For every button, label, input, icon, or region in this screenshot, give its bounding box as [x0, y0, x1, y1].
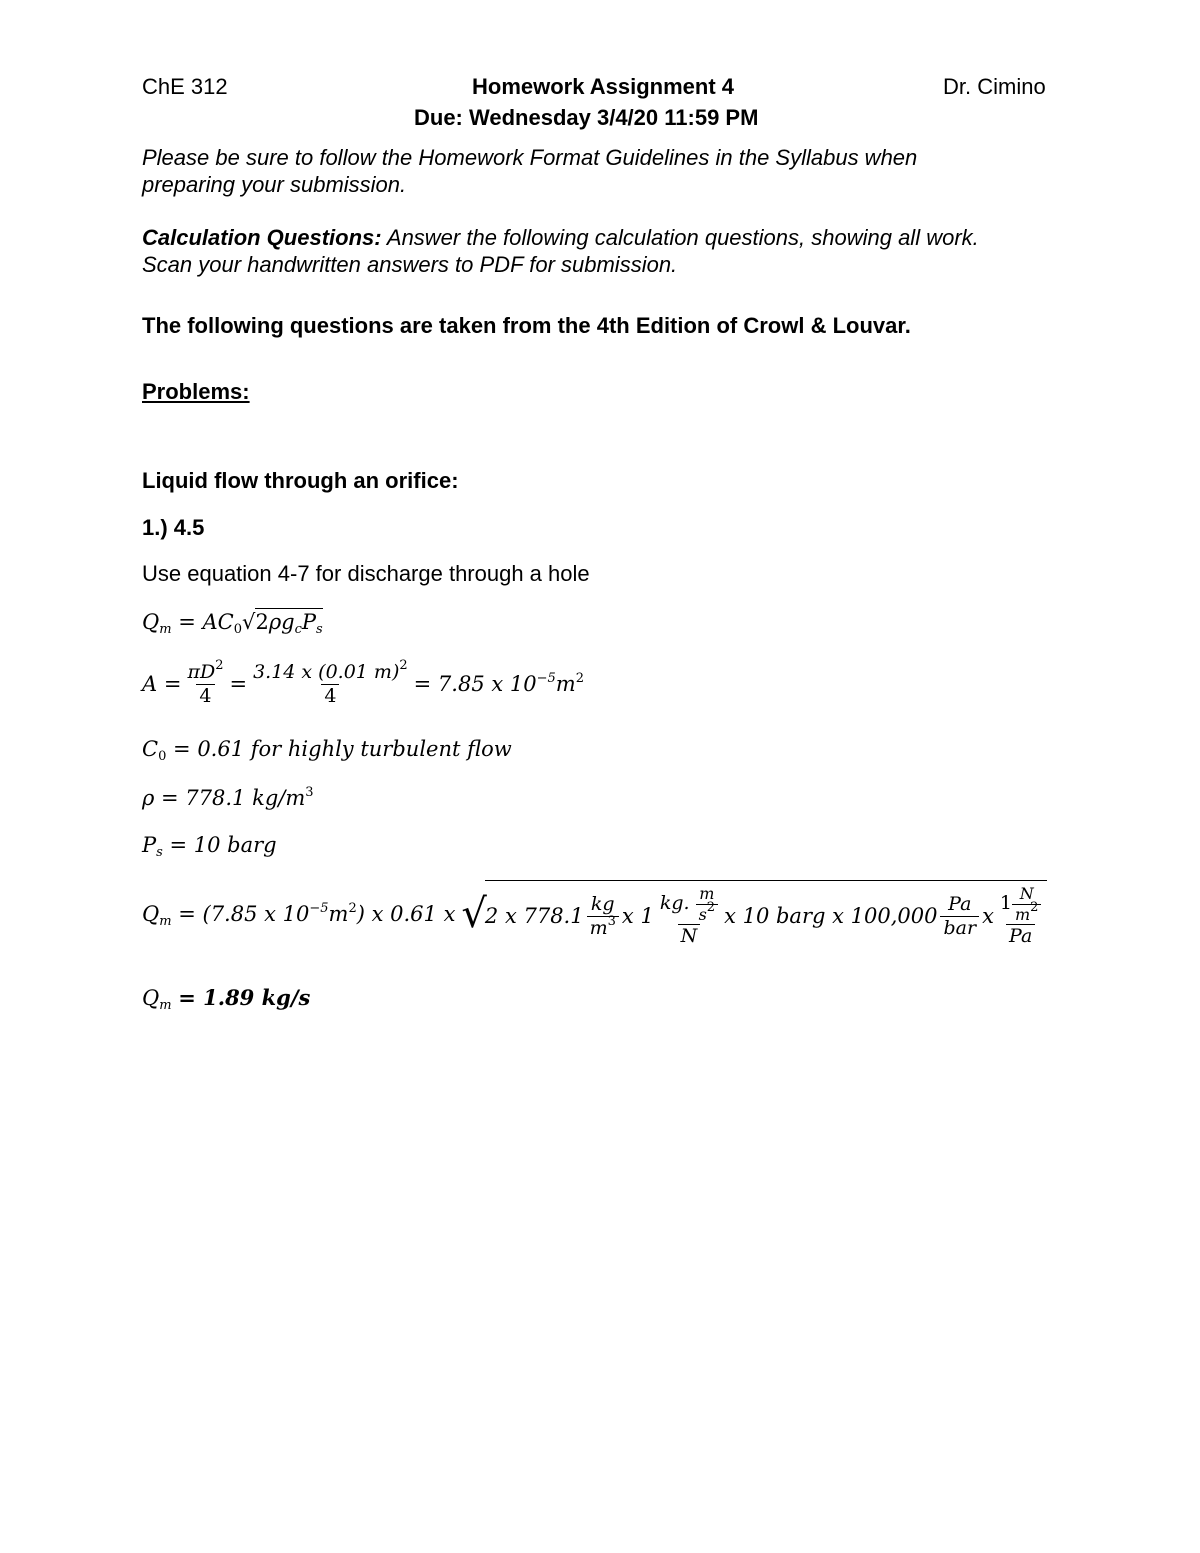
instructor-name: Dr. Cimino [943, 74, 1046, 99]
calculation-line-2: Scan your handwritten answers to PDF for submission. [142, 252, 678, 277]
area-num-2: 3.14 x (0.01 m) [253, 661, 400, 683]
qm-inner-x2: x [982, 904, 994, 929]
pressure-equation: $P_s = 10$ barg [142, 833, 277, 860]
qm-inner-a: 2 x 778.1 [484, 904, 584, 929]
sqrt-content: 2 x 778.1 $\frac{kg}{m^3}$ x 1 kg. $\frac{m}{s^2}$ N x 10 barg x 100,000 $\frac{Pa}{\text{bar}}$ x 1 $\frac{N}{m^2}$ Pa [485, 880, 1048, 947]
density-value: = 778.1 kg/m [161, 786, 306, 810]
problem-instruction: Use equation 4-7 for discharge through a hole [142, 561, 590, 586]
section-heading: Liquid flow through an orifice: [142, 468, 459, 493]
equation-4-7: $Q_m = AC_0√2\rho g_cP_s$ [142, 610, 323, 637]
c0-equation: $C_0 = 0.61$ for highly turbulent flow [142, 737, 512, 764]
calculation-instructions [142, 225, 979, 251]
calculation-text: Answer the following calculation questions, showing all work. [381, 225, 979, 250]
qm-inner-b: x 10 barg x 100,000 [724, 904, 938, 929]
final-result: $Q_m = 1.89$ kg/s [142, 985, 311, 1013]
qm-inner-x1: x 1 [621, 904, 654, 929]
pressure-value: = 10 barg [169, 833, 277, 857]
calculation-label: Calculation Questions: [142, 225, 382, 250]
density-equation: ρ = 778.1 $kg/m^3$ [142, 785, 314, 810]
problems-heading: Problems: [142, 379, 250, 404]
result-value: = 1.89 kg/s [178, 985, 311, 1010]
area-result: = 7.85 x 10 [413, 672, 537, 697]
qm-prefix: = (7.85 x 10 [178, 901, 310, 926]
source-note: The following questions are taken from the 4th Edition of Crowl & Louvar. [142, 313, 911, 338]
problem-number: 1.) 4.5 [142, 515, 205, 540]
guidelines-line-2: preparing your submission. [142, 172, 407, 197]
due-date: Due: Wednesday 3/4/20 11:59 PM [414, 105, 759, 130]
c0-value: = 0.61 for highly turbulent flow [173, 737, 512, 761]
sqrt-icon: √ [461, 890, 487, 937]
course-code: ChE 312 [142, 74, 228, 99]
qm-calculation: $Q_m = (7.85$ x $10^{-5}m^2$) x 0.61 x √ 2 x 778.1 $\frac{kg}{m^3}$ x 1 kg. $\frac{m}{s^2}$ N x 10 barg x 100,000 $\frac{Pa}{\text{bar}}$ x 1 $\frac{N}{m^2}$ Pa [142, 880, 1047, 947]
area-den-2: 4 [321, 684, 339, 707]
guidelines-line-1: Please be sure to follow the Homework Format Guidelines in the Syllabus when [142, 145, 918, 170]
area-equation: A = $\frac{\pi D^2}{4}$ = $\frac{3.14 x (0.01 m)^2}{4}$ = 7.85 x $10^{-5}m^2$ [142, 658, 584, 707]
area-num-1: πD [187, 661, 216, 683]
qm-mid: ) x 0.61 x [356, 901, 456, 926]
area-den-1: 4 [196, 684, 214, 707]
assignment-title: Homework Assignment 4 [472, 74, 735, 99]
